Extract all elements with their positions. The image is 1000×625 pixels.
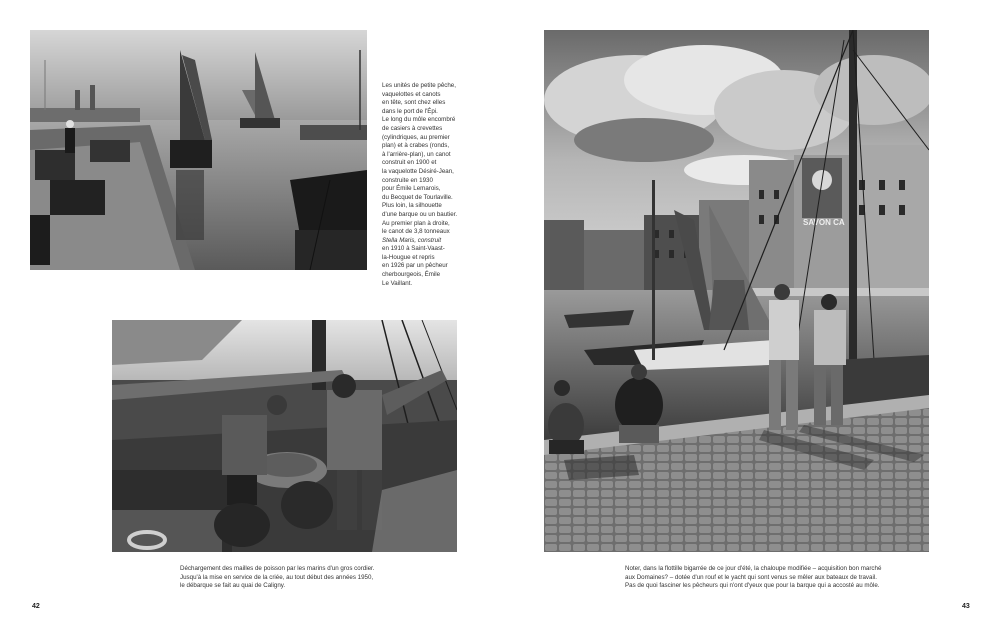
caption-line: d'une barque ou un bautier. (382, 210, 458, 218)
caption-line: la-Hougue et repris (382, 253, 435, 261)
caption-line: plan) et à crabes (ronds, (382, 142, 450, 150)
caption-line: Pas de quoi fasciner les pêcheurs qui n'ont d'yeux que pour la barque qui a accosté au môle. (625, 582, 880, 590)
poster-text: SAVON CA (803, 218, 845, 227)
caption-line: dans le port de l'Épi. (382, 107, 438, 115)
caption-line: la vaquelotte Désiré-Jean, (382, 167, 454, 175)
caption-line: Plus loin, la silhouette (382, 202, 442, 210)
caption-line: construite en 1930 (382, 176, 433, 184)
caption-line: en 1926 par un pêcheur (382, 262, 448, 270)
caption-line: Stella Maris, construit (382, 236, 442, 244)
caption-line: à l'arrière-plan), un canot (382, 150, 451, 158)
photo-harbor-sailboats (30, 30, 367, 270)
right-page (500, 0, 1000, 625)
photo-fishermen-unloading (112, 320, 457, 552)
caption-line: vaquelottes et canots (382, 90, 441, 98)
bottom-caption-left (180, 565, 410, 591)
caption-line: Au premier plan à droite, (382, 219, 450, 227)
caption-line: cherbourgeois, Émile (382, 271, 441, 279)
caption-line: le canot de 3,8 tonneaux (382, 228, 450, 236)
caption-line: Noter, dans la flottille bigarrée de ce jour d'été, la chaloupe modifiée – acquisition bon marché (625, 565, 882, 572)
caption-line: Les unités de petite pêche, (382, 82, 456, 89)
caption-line: Le Vaillant. (382, 279, 413, 287)
caption-line: du Becquet de Tourlaville. (382, 193, 453, 201)
caption-line: en tête, sont chez elles (382, 99, 446, 107)
page-number: 42 (32, 603, 40, 610)
caption-line: le débarque se fait au quai de Caligny. (180, 582, 286, 590)
caption-line: Le long du môle encombré (382, 116, 456, 124)
caption-line: construit en 1900 et (382, 159, 437, 167)
caption-line: Déchargement des mailles de poisson par les marins d'un gros cordier. (180, 565, 375, 572)
caption-line: de casiers à crevettes (382, 124, 443, 132)
photo-port-quay-fishermen (544, 30, 929, 552)
bottom-caption-right (625, 565, 925, 591)
caption-line: Jusqu'à la mise en service de la criée, au tout début des années 1950, (180, 573, 374, 581)
caption-line: en 1910 à Saint-Vaast- (382, 245, 445, 253)
caption-line: (cylindriques, au premier (382, 133, 450, 141)
caption-line: aux Domaines? – dotée d'un rouf et le yacht qui sont venus se mêler aux bateaux de travail. (625, 573, 877, 581)
page-number: 43 (962, 603, 970, 610)
side-caption (382, 82, 482, 288)
caption-line: pour Émile Lemarois, (382, 185, 441, 193)
